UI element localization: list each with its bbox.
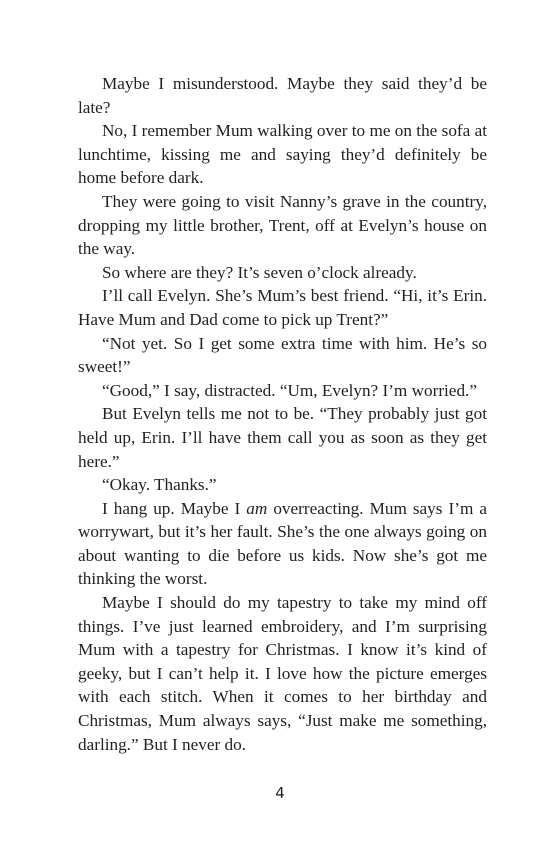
- paragraph: They were going to visit Nanny’s grave in the country, dropping my little brother, Trent, off at Evelyn’s house on the way.: [78, 191, 487, 259]
- paragraph: “Okay. Thanks.”: [102, 475, 217, 495]
- paragraph: “Not yet. So I get some extra time with him. He’s so sweet!”: [78, 333, 487, 377]
- page-number: 4: [275, 784, 285, 802]
- paragraph: So where are they? It’s seven o’clock already.: [102, 262, 417, 282]
- paragraph: Maybe I should do my tapestry to take my mind off things. I’ve just learned embroidery, and I’m surprising Mum with a tapestry for Christmas. I know it’s kind of geeky, but I can’t help it. I love how the picture emerges with each stitch. When it comes to her birthday and Christmas, Mum always says, “Just make me something, darling.” But I never do.: [78, 593, 487, 754]
- paragraph: No, I remember Mum walking over to me on the sofa at lunchtime, kissing me and saying they’d definitely be home before dark.: [78, 121, 487, 188]
- paragraph: “Good,” I say, distracted. “Um, Evelyn? I’m worried.”: [102, 380, 477, 400]
- paragraph: Maybe I misunderstood. Maybe they said they’d be late?: [78, 74, 487, 117]
- paragraph-text: I hang up. Maybe I: [102, 498, 247, 518]
- paragraph: I’ll call Evelyn. She’s Mum’s best friend. “Hi, it’s Erin. Have Mum and Dad come to pick up Trent?”: [78, 286, 487, 329]
- paragraph: But Evelyn tells me not to be. “They probably just got held up, Erin. I’ll have them call you as soon as they get here.”: [78, 404, 487, 471]
- book-page-text: [78, 72, 487, 756]
- emphasized-word: am: [246, 498, 268, 518]
- paragraph-text: overreacting. Mum says I’m a worrywart, but it’s her fault. She’s the one always going on about wanting to die before us kids. Now she’s got me thinking the worst.: [78, 498, 487, 589]
- paragraph-with-emphasis: [78, 497, 487, 591]
